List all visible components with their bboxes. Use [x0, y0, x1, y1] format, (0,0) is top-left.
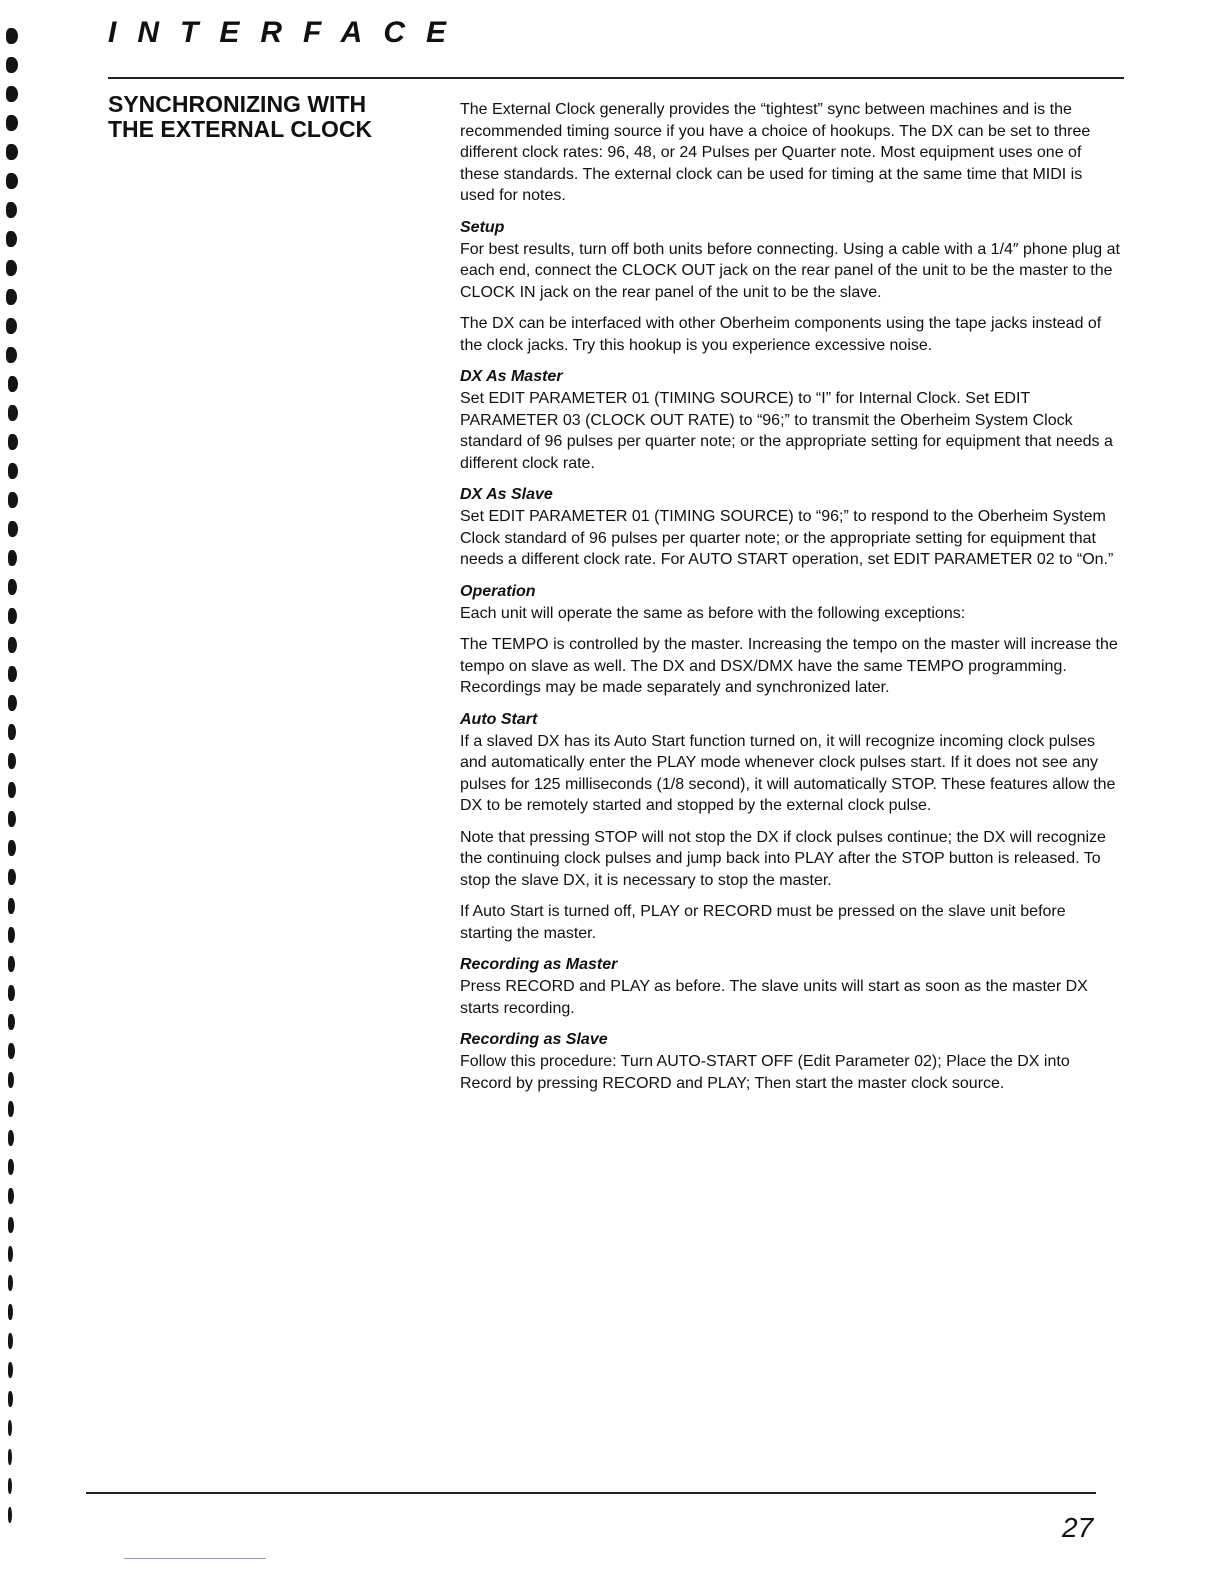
punch-hole: [8, 405, 18, 421]
punch-hole: [8, 811, 16, 827]
punch-hole: [8, 1449, 12, 1465]
top-rule: [108, 77, 1124, 79]
punch-hole: [8, 637, 17, 653]
punch-hole: [6, 86, 18, 102]
punch-hole: [8, 782, 16, 798]
recording-slave-heading: Recording as Slave: [460, 1031, 608, 1048]
binder-punch-holes: [6, 28, 30, 1548]
punch-hole: [8, 1507, 12, 1523]
punch-hole: [8, 521, 18, 537]
punch-hole: [8, 1478, 12, 1494]
section-title-line-1: SYNCHRONIZING WITH: [108, 91, 367, 117]
punch-hole: [8, 463, 18, 479]
punch-hole: [8, 724, 16, 740]
auto-start-heading: Auto Start: [460, 710, 538, 728]
punch-hole: [8, 1072, 14, 1088]
punch-hole: [8, 492, 18, 508]
punch-hole: [8, 1014, 15, 1030]
bottom-rule: [86, 1492, 1096, 1494]
punch-hole: [8, 1420, 12, 1436]
punch-hole: [8, 1333, 13, 1349]
recording-master-heading: Recording as Master: [460, 956, 618, 973]
punch-hole: [6, 144, 18, 160]
dx-master-paragraph: Set EDIT PARAMETER 01 (TIMING SOURCE) to “I” for Internal Clock. Set EDIT PARAMETER 03 (CLOCK OUT RATE) to “96;” to transmit the Oberheim System Clock standard of 96 pulses per quarter note; or the appropriate setting for equipment that needs a different clock rate.: [460, 390, 1113, 472]
punch-hole: [8, 1391, 13, 1407]
operation-paragraph-2: The TEMPO is controlled by the master. Increasing the tempo on the master will increase the tempo on slave as well. The DX and DSX/DMX have the same TEMPO programming. Recordings may be made separately and synchronized later.: [460, 636, 1118, 696]
recording-slave-paragraph: Follow this procedure: Turn AUTO-START OFF (Edit Parameter 02); Place the DX into Record by pressing RECORD and PLAY; Then start the master clock source.: [460, 1053, 1070, 1092]
dx-slave-heading: DX As Slave: [460, 486, 553, 503]
punch-hole: [8, 666, 17, 682]
punch-hole: [8, 1304, 13, 1320]
punch-hole: [8, 608, 17, 624]
punch-hole: [6, 260, 17, 276]
punch-hole: [8, 579, 17, 595]
punch-hole: [8, 985, 15, 1001]
punch-hole: [6, 173, 18, 189]
punch-hole: [8, 1188, 14, 1204]
punch-hole: [6, 202, 17, 218]
dx-master-heading: DX As Master: [460, 368, 563, 385]
section-title-line-2: THE EXTERNAL CLOCK: [108, 116, 373, 142]
operation-paragraph-1: Each unit will operate the same as before with the following exceptions:: [460, 604, 966, 622]
punch-hole: [8, 898, 15, 914]
section-title: [108, 92, 408, 142]
punch-hole: [8, 1362, 13, 1378]
punch-hole: [6, 115, 18, 131]
punch-hole: [6, 347, 17, 363]
footer-thin-rule: [124, 1558, 266, 1559]
punch-hole: [6, 57, 18, 73]
punch-hole: [6, 289, 17, 305]
punch-hole: [8, 1159, 14, 1175]
page-number: 27: [1062, 1512, 1094, 1543]
punch-hole: [8, 550, 17, 566]
punch-hole: [8, 376, 18, 392]
punch-hole: [8, 1217, 14, 1233]
punch-hole: [8, 1275, 13, 1291]
punch-hole: [8, 869, 16, 885]
punch-hole: [8, 1101, 14, 1117]
auto-start-paragraph-3: If Auto Start is turned off, PLAY or RECORD must be pressed on the slave unit before starting the master.: [460, 903, 1066, 942]
punch-hole: [8, 956, 15, 972]
dx-slave-paragraph: Set EDIT PARAMETER 01 (TIMING SOURCE) to “96;” to respond to the Oberheim System Clock standard of 96 pulses per quarter note; or the appropriate setting for equipment that needs a different clock rate. For AUTO START operation, set EDIT PARAMETER 02 to “On.”: [460, 508, 1114, 568]
setup-paragraph-2: The DX can be interfaced with other Oberheim components using the tape jacks instead of the clock jacks. Try this hookup is you experience excessive noise.: [460, 315, 1102, 354]
punch-hole: [6, 231, 17, 247]
punch-hole: [6, 28, 18, 44]
punch-hole: [8, 1246, 13, 1262]
recording-master-paragraph: Press RECORD and PLAY as before. The slave units will start as soon as the master DX starts recording.: [460, 978, 1088, 1017]
auto-start-paragraph-1: If a slaved DX has its Auto Start function turned on, it will recognize incoming clock pulses and automatically enter the PLAY mode whenever clock pulses start. If it does not see any pulses for 125 milliseconds (1/8 second), it will automatically STOP. These features allow the DX to be remotely started and stopped by the external clock pulse.: [460, 732, 1116, 814]
punch-hole: [8, 753, 16, 769]
punch-hole: [8, 695, 17, 711]
punch-hole: [8, 1043, 15, 1059]
auto-start-paragraph-2: Note that pressing STOP will not stop the DX if clock pulses continue; the DX will recognize the continuing clock pulses and jump back into PLAY after the STOP button is released. To stop the slave DX, it is necessary to stop the master.: [460, 828, 1106, 889]
intro-paragraph: The External Clock generally provides the “tightest” sync between machines and is the recommended timing source if you have a choice of hookups. The DX can be set to three different clock rates: 96, 48, or 24 Pulses per Quarter note. Most equipment uses one of these standards. The external clock can be used for timing at the same time that MIDI is used for notes.: [460, 101, 1091, 204]
punch-hole: [8, 434, 18, 450]
header-title: INTERFACE: [108, 16, 468, 49]
operation-heading: Operation: [460, 582, 536, 600]
setup-heading: Setup: [460, 218, 505, 236]
setup-paragraph-1: For best results, turn off both units before connecting. Using a cable with a 1/4″ phone plug at each end, connect the CLOCK OUT jack on the rear panel of the unit to be the master to the CLOCK IN jack on the rear panel of the unit to be the slave.: [460, 240, 1120, 301]
punch-hole: [8, 840, 16, 856]
punch-hole: [8, 927, 15, 943]
punch-hole: [6, 318, 17, 334]
body-column: [460, 99, 1120, 1104]
punch-hole: [8, 1130, 14, 1146]
